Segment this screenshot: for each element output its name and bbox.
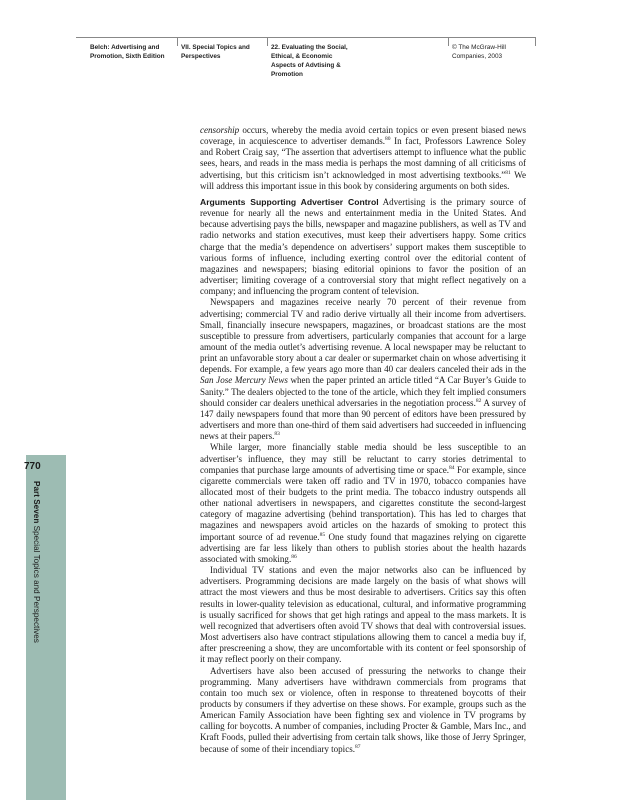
paragraph: Newspapers and magazines receive nearly 70 percent of their revenue from advertising; commercial TV and radio derive virtually all their income from advertisers. Small, financially insecure newspapers, magazines, or broadcast stations are the most susceptible to pressure from advertisers, particularly companies that account for a large amount of the media outlet’s advertising revenue. A local newspaper may be reluctant to print an unfavorable story about a car dealer or supermarket chain on whose advertising it depends. For example, a few years ago more than 40 car dealers canceled their ads in the San Jose Mercury News when the paper printed an article titled “A Car Buyer’s Guide to Sanity.” The dealers objected to the tone of the article, which they felt implied consumers should consider car dealers unethical adversaries in the negotiation process.$^{82}$ A survey of 147 daily newspapers found that more than 90 percent of editors have been pressured by advertisers and more than one-third of them said advertisers had succeeded in influencing news at their papers.$^{83}$ [200,297,526,442]
part-label: Part Seven [32,481,41,524]
paragraph: Arguments Supporting Advertiser Control Advertising is the primary source of revenue for nearly all the news and entertainment media in the United States. And because advertising pays the bills, newspaper and magazine publishers, as well as TV and radio networks and station executives, must keep their advertisers happy. Some critics charge that the media’s dependence on advertisers’ support makes them susceptible to various forms of influence, including exerting control over the editorial content of magazines and newspapers; biasing editorial opinions to favor the position of an advertiser; limiting coverage of a controversial story that might reflect negatively on a company; and influencing the program content of television. [200,196,526,297]
footnote-ref: 82 [475,397,482,404]
header-divider [448,37,449,46]
header-top-rule [76,37,535,38]
paragraph: While larger, more financially stable media should be less susceptible to an advertiser’s influence, they may still be reluctant to carry stories detrimental to companies that purchase large amounts of advertising time or space.$^{84}$ For example, since cigarette commercials were taken off radio and TV in 1970, tobacco companies have allocated most of their budgets to the print media. The tobacco industry outspends all other national advertisers in newspapers, and cigarettes constitute the second-largest category of magazine advertising (behind transportation). This has led to charges that magazines and newspapers avoid articles on the hazards of smoking to protect this important source of ad revenue.$^{85}$ One study found that magazines relying on cigarette advertising are far less likely than others to publish stories about the health hazards associated with smoking.$^{86}$ [200,442,526,564]
body-text [200,125,526,755]
header-book-title: Belch: Advertising and Promotion, Sixth Edition [90,44,165,60]
footnote-ref: 81 [505,169,511,176]
sidebar-part-caption [32,481,41,643]
section-heading: Arguments Supporting Advertiser Control [200,196,379,207]
footnote-ref: 86 [291,553,297,560]
header-divider [267,37,268,46]
header-copyright: © The McGraw-Hill Companies, 2003 [452,44,506,60]
footnote-ref: 83 [274,431,280,438]
paragraph: Individual TV stations and even the major networks also can be influenced by advertisers. Programming decisions are made largely on the basis of what shows will attract the most viewers and thus be most desirable to advertisers. Critics say this often results in lower-quality television as educational, cultural, and informative programming is usually sacrificed for shows that get high ratings and appeal to the mass markets. It is well recognized that advertisers often avoid TV shows that deal with controversial issues. Most advertisers also have contract stipulations allowing them to cancel a media buy if, after prescreening a show, they are uncomfortable with its content or feel sponsorship of it may reflect poorly on their company. [200,565,526,665]
footnote-ref: 87 [355,743,361,750]
header-part-title: VII. Special Topics and Perspectives [181,44,250,60]
page-number: 770 [24,461,41,472]
footnote-ref: 84 [448,464,455,471]
footnote-ref: 85 [319,531,326,538]
header-chapter-title: 22. Evaluating the Social, Ethical, & Economic Aspects of Advtising & Promotion [271,44,348,78]
footnote-ref: 80 [384,136,391,143]
key-term: censorship [200,125,240,135]
publication-title: San Jose Mercury News [200,375,288,386]
header-divider [177,37,178,46]
header-divider [535,37,536,46]
page-header [0,37,617,99]
paragraph: Advertisers have also been accused of pressuring the networks to change their programming. Many advertisers have withdrawn commercials from programs that contain too much sex or violence, often in response to threatened boycotts of their products by consumers if they advertise on these shows. For example, groups such as the American Family Association have been fighting sex and violence in TV programs by calling for boycotts. A number of companies, including Procter & Gamble, Mars Inc., and Kraft Foods, pulled their advertising from certain talk shows, like those of Jerry Springer, because of some of their incendiary topics.$^{87}$ [200,665,526,754]
part-title: Special Topics and Perspectives [32,525,41,643]
paragraph: censorship occurs, whereby the media avoid certain topics or even present biased news coverage, in acquiescence to advertiser demands.$^{80}$ In fact, Professors Lawrence Soley and Robert Craig say, “The assertion that advertisers attempt to influence what the public sees, hears, and reads in the mass media is perhaps the most damning of all criticisms of advertising, but this criticism isn’t acknowledged in most advertising textbooks.”$^{81}$ We will address this important issue in this book by considering arguments on both sides. [200,125,526,191]
